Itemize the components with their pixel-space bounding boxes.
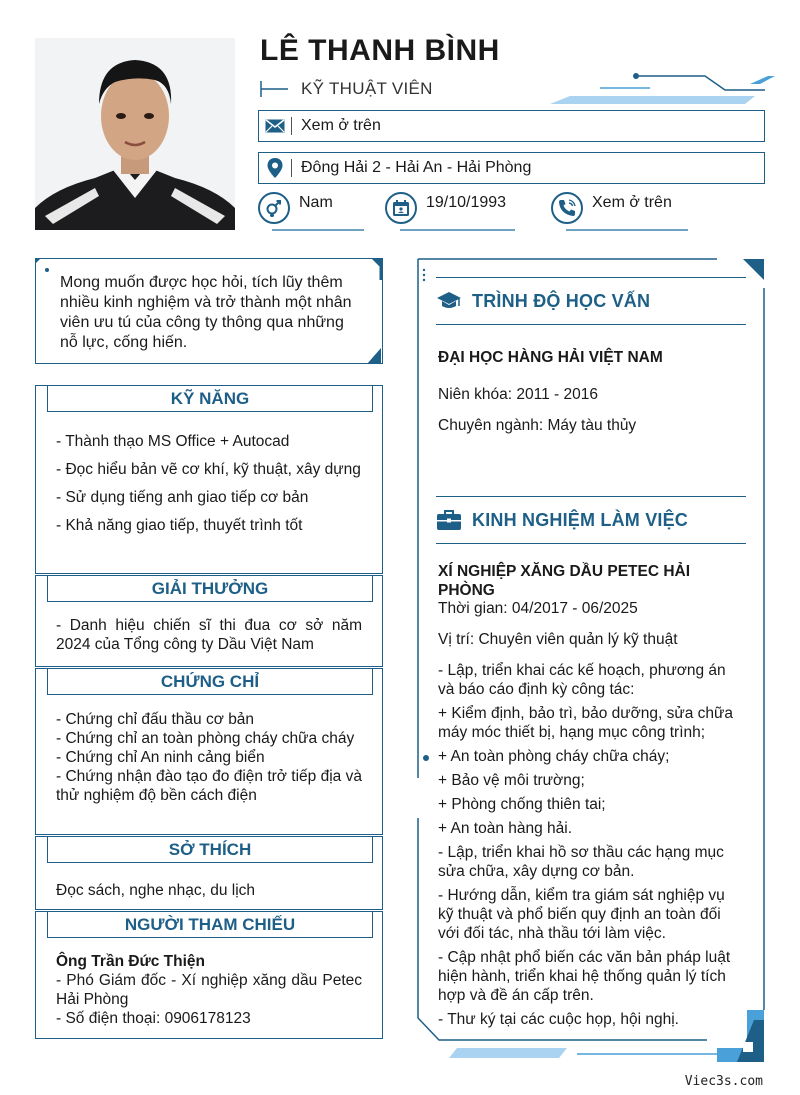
skills-section	[35, 385, 383, 574]
gender-icon	[264, 198, 284, 218]
email-row	[258, 110, 765, 142]
reference-position: - Phó Giám đốc - Xí nghiệp xăng dầu Petec Hải Phòng	[56, 972, 362, 1008]
certificates-section	[35, 668, 383, 835]
list-item: - Đọc hiểu bản vẽ cơ khí, kỹ thuật, xây dựng	[56, 461, 361, 478]
reference-phone[interactable]: - Số điện thoại: 0906178123	[56, 1010, 251, 1027]
education-period: Niên khóa: 2011 - 2016	[438, 386, 598, 403]
list-item: - Thành thạo MS Office + Autocad	[56, 433, 290, 450]
list-item: - Thư ký tại các cuộc họp, hội nghị.	[438, 1011, 679, 1028]
list-item: - Danh hiệu chiến sĩ thi đua cơ sở năm 2024 của Tổng công ty Dầu Việt Nam	[56, 617, 362, 653]
hobbies-section	[35, 836, 383, 910]
list-item: + Kiểm định, bảo trì, bảo dưỡng, sửa chữa máy móc thiết bị, hạng mục công trình;	[438, 705, 734, 741]
candidate-name: LÊ THANH BÌNH	[260, 34, 500, 67]
list-item: + An toàn phòng cháy chữa cháy;	[438, 748, 670, 765]
title-connector-icon	[260, 80, 288, 98]
list-item: - Chứng chỉ an toàn phòng cháy chữa cháy	[56, 730, 355, 747]
awards-title: GIẢI THƯỞNG	[47, 576, 373, 602]
email-icon	[265, 119, 285, 133]
divider	[566, 229, 688, 231]
experience-header	[436, 496, 746, 544]
career-objective	[35, 258, 383, 364]
education-title: TRÌNH ĐỘ HỌC VẤN	[472, 290, 651, 311]
list-item: - Cập nhật phổ biến các văn bản pháp luật hiện hành, triển khai hệ thống quản lý tích hợp và đề án cấp trên.	[438, 949, 731, 1004]
duties-list	[438, 661, 738, 1034]
skills-title: KỸ NĂNG	[47, 386, 373, 412]
list-item: - Chứng chỉ đấu thầu cơ bản	[56, 711, 255, 728]
job-title: KỸ THUẬT VIÊN	[301, 79, 433, 98]
email-value[interactable]: Xem ở trên	[301, 117, 381, 134]
hobbies-title: SỞ THÍCH	[47, 837, 373, 863]
decorative-circuit	[540, 68, 775, 110]
divider	[272, 229, 364, 231]
hobbies-text: Đọc sách, nghe nhạc, du lịch	[56, 882, 256, 899]
list-item: - Khả năng giao tiếp, thuyết trình tốt	[56, 517, 303, 534]
reference-title: NGƯỜI THAM CHIẾU	[47, 912, 373, 938]
certificates-title: CHỨNG CHỈ	[47, 669, 373, 695]
list-item: - Lập, triển khai hồ sơ thầu các hạng mục sửa chữa, xây dựng cơ bản.	[438, 844, 724, 880]
experience-title: KINH NGHIỆM LÀM VIỆC	[472, 509, 689, 530]
list-item: - Chứng chỉ An ninh cảng biển	[56, 749, 265, 766]
reference-name: Ông Trần Đức Thiện	[56, 953, 206, 970]
list-item: - Chứng nhận đào tạo đo điện trở tiếp địa và thử nghiệm độ bền cách điện	[56, 768, 362, 804]
watermark: Viec3s.com	[684, 1074, 763, 1089]
list-item: - Hướng dẫn, kiểm tra giám sát nghiệp vụ kỹ thuật và phổ biến quy định an toàn đối với đối tác, nhà thầu tới làm việc.	[438, 887, 725, 942]
experience-period: Thời gian: 04/2017 - 06/2025	[438, 600, 638, 617]
phone-value[interactable]: Xem ở trên	[592, 194, 672, 211]
graduation-cap-icon	[436, 291, 462, 311]
school-name: ĐẠI HỌC HÀNG HẢI VIỆT NAM	[438, 349, 663, 366]
calendar-icon	[392, 199, 410, 217]
birthday-item	[385, 192, 506, 224]
divider	[400, 229, 515, 231]
list-item: + Phòng chống thiên tai;	[438, 796, 606, 813]
awards-section	[35, 575, 383, 667]
birthday-value: 19/10/1993	[426, 194, 507, 211]
company-name: XÍ NGHIỆP XĂNG DẦU PETEC HẢI PHÒNG	[438, 563, 691, 599]
experience-position: Vị trí: Chuyên viên quản lý kỹ thuật	[438, 631, 678, 648]
gender-value: Nam	[299, 194, 333, 211]
profile-photo	[35, 38, 235, 230]
objective-text: Mong muốn được học hỏi, tích lũy thêm nhiều kinh nghiệm và trở thành một nhân viên ưu tú của công ty thông qua những nỗ lực, cống hiến.	[60, 274, 352, 351]
list-item: - Sử dụng tiếng anh giao tiếp cơ bản	[56, 489, 309, 506]
location-icon	[266, 157, 284, 179]
frame-decoration	[35, 258, 383, 364]
gender-item	[258, 192, 333, 224]
education-header	[436, 277, 746, 325]
address-value: Đông Hải 2 - Hải An - Hải Phòng	[301, 159, 532, 176]
list-item: + An toàn hàng hải.	[438, 820, 573, 837]
address-row	[258, 152, 765, 184]
phone-item	[551, 192, 672, 224]
phone-icon	[557, 198, 577, 218]
education-major: Chuyên ngành: Máy tàu thủy	[438, 417, 637, 434]
reference-section	[35, 911, 383, 1039]
list-item: + Bảo vệ môi trường;	[438, 772, 585, 789]
list-item: - Lập, triển khai các kế hoạch, phương án và báo cáo định kỳ công tác:	[438, 662, 726, 698]
briefcase-icon	[436, 509, 462, 531]
